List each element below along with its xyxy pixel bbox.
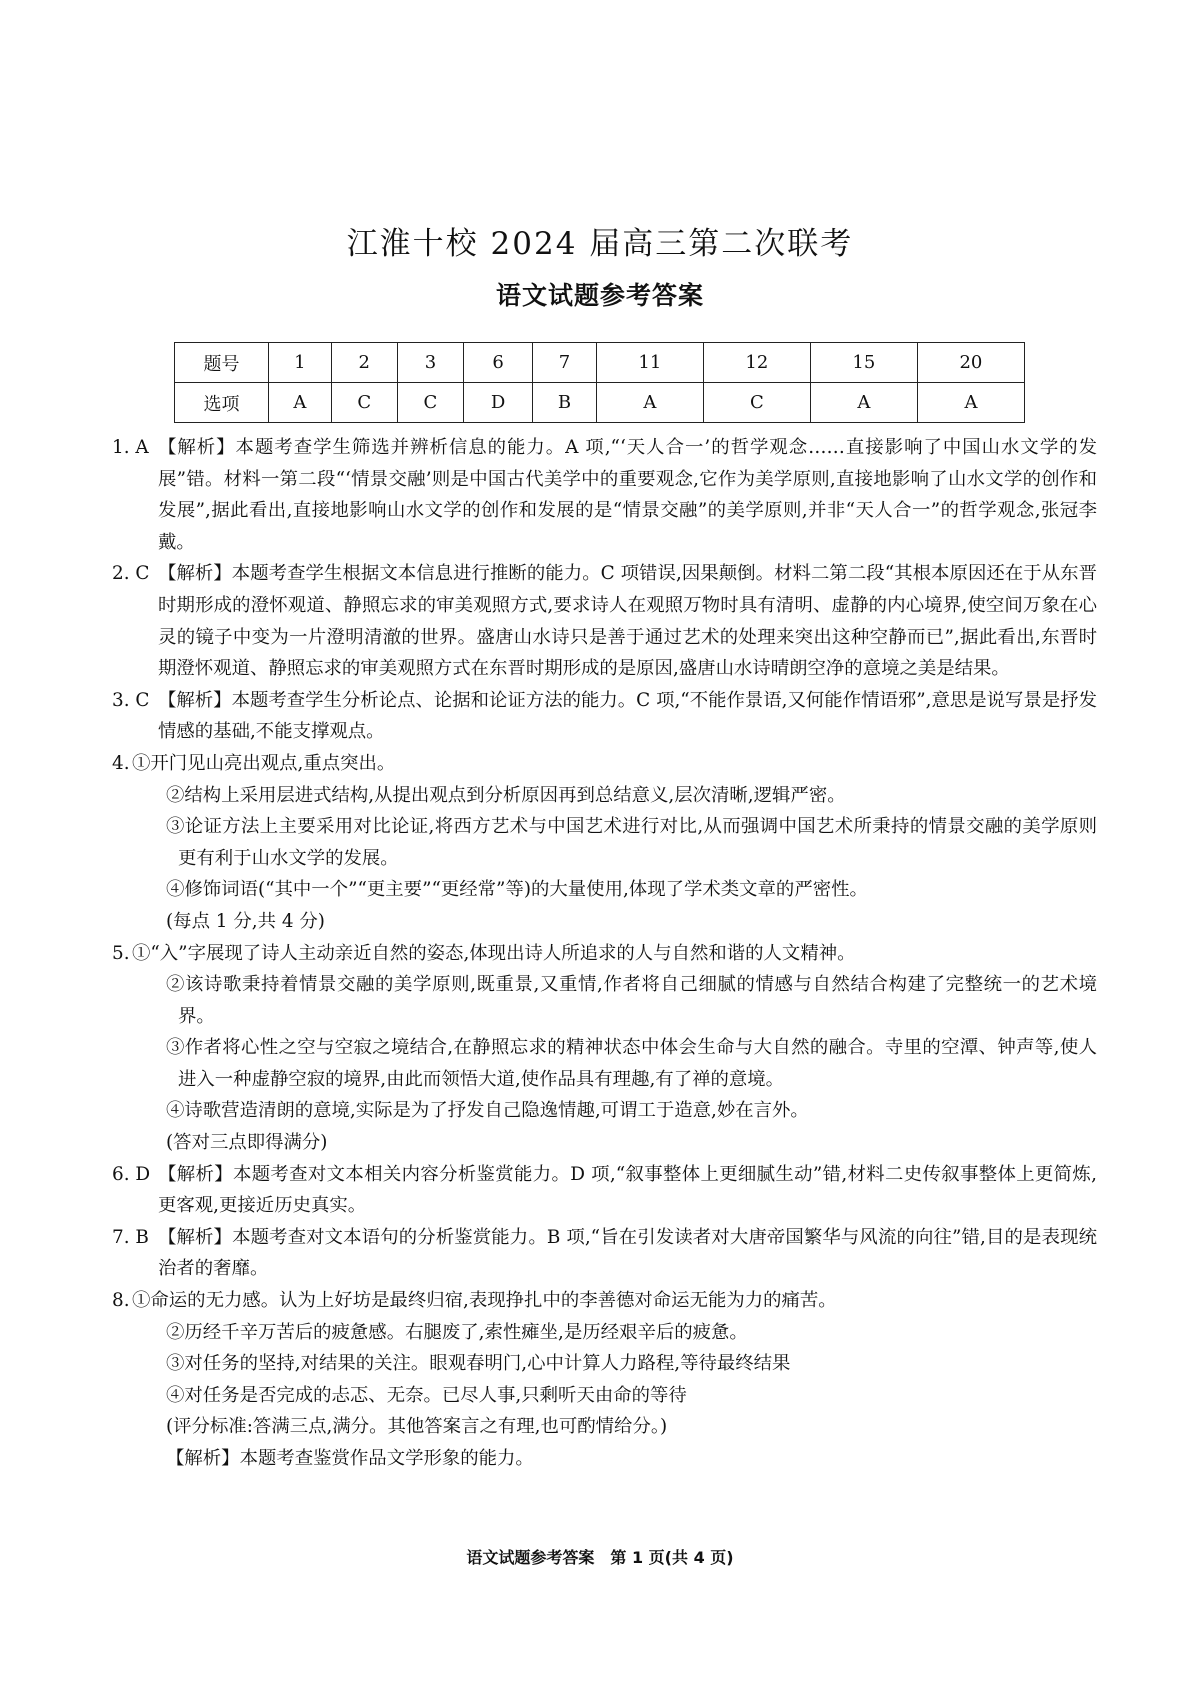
item-number: 5. — [112, 942, 130, 964]
answer-option: D — [464, 383, 533, 423]
row-label-option: 选项 — [175, 383, 269, 423]
answer-option: B — [533, 383, 597, 423]
question-number: 20 — [917, 343, 1024, 383]
item-text: 【解析】本题考查学生分析论点、论据和论证方法的能力。C 项,“不能作景语,又何能作情语邪”,意思是说写景是抒发情感的基础,不能支撑观点。 — [158, 689, 1098, 743]
answer-option: C — [397, 383, 463, 423]
item-point: ①命运的无力感。认为上好坊是最终归宿,表现挣扎中的李善德对命运无能为力的痛苦。 — [132, 1290, 837, 1312]
item-number: 1. A — [112, 437, 149, 458]
answer-item-3 — [112, 685, 1097, 748]
answer-option: A — [810, 383, 917, 423]
answer-item-1 — [112, 432, 1097, 558]
item-note: (答对三点即得满分) — [166, 1132, 328, 1154]
question-number: 2 — [331, 343, 397, 383]
item-note: (每点 1 分,共 4 分) — [166, 910, 325, 932]
question-number: 12 — [703, 343, 810, 383]
item-point: ②历经千辛万苦后的疲惫感。右腿废了,索性瘫坐,是历经艰辛后的疲惫。 — [166, 1321, 748, 1343]
answer-item-7 — [112, 1222, 1097, 1285]
question-number: 15 — [810, 343, 917, 383]
page-footer: 语文试题参考答案 第 1 页(共 4 页) — [466, 1548, 734, 1567]
item-point: ①开门见山亮出观点,重点突出。 — [132, 752, 396, 774]
item-point: ③论证方法上主要采用对比论证,将西方艺术与中国艺术进行对比,从而强调中国艺术所秉持的情景交融的美学原则更有利于山水文学的发展。 — [166, 816, 1097, 869]
item-point: ②该诗歌秉持着情景交融的美学原则,既重景,又重情,作者将自己细腻的情感与自然结合构建了完整统一的艺术境界。 — [166, 974, 1097, 1027]
answer-item-2 — [112, 558, 1097, 684]
question-number: 3 — [397, 343, 463, 383]
question-number: 1 — [269, 343, 332, 383]
item-point: ④对任务是否完成的忐忑、无奈。已尽人事,只剩听天由命的等待 — [166, 1384, 687, 1406]
question-number: 7 — [533, 343, 597, 383]
item-point: ③对任务的坚持,对结果的关注。眼观春明门,心中计算人力路程,等待最终结果 — [166, 1353, 791, 1375]
item-text: 【解析】本题考查对文本相关内容分析鉴赏能力。D 项,“叙事整体上更细腻生动”错,材料二史传叙事整体上更简炼,更客观,更接近历史真实。 — [158, 1163, 1097, 1217]
item-number: 7. B — [112, 1226, 149, 1248]
item-analysis: 【解析】本题考查鉴赏作品文学形象的能力。 — [166, 1448, 534, 1469]
answer-option: C — [703, 383, 810, 423]
item-text: 【解析】本题考查学生筛选并辨析信息的能力。A 项,“‘天人合一’的哲学观念……直接影响了中国山水文学的发展”错。材料一第二段“‘情景交融’则是中国古代美学中的重要观念,它作为美学原则,直接地影响了山水文学的创作和发展”,据此看出,直接地影响山水文学的创作和发展的是“情景交融”的美学原则,并非“天人合一”的哲学观念,张冠李戴。 — [158, 437, 1097, 553]
answer-option: A — [917, 383, 1024, 423]
item-number: 8. — [112, 1290, 130, 1312]
item-point: ④诗歌营造清朗的意境,实际是为了抒发自己隐逸情趣,可谓工于造意,妙在言外。 — [166, 1100, 809, 1122]
answer-table-number-row — [175, 343, 1025, 383]
question-number: 6 — [464, 343, 533, 383]
item-number: 4. — [112, 752, 130, 774]
item-point: ④修饰词语(“其中一个”“更主要”“更经常”等)的大量使用,体现了学术类文章的严密性。 — [166, 879, 868, 901]
item-text: 【解析】本题考查对文本语句的分析鉴赏能力。B 项,“旨在引发读者对大唐帝国繁华与风流的向往”错,目的是表现统治者的奢靡。 — [158, 1226, 1097, 1280]
answer-table — [174, 342, 1025, 423]
item-point: ③作者将心性之空与空寂之境结合,在静照忘求的精神状态中体会生命与大自然的融合。寺里的空潭、钟声等,使人进入一种虚静空寂的境界,由此而领悟大道,使作品具有理趣,有了禅的意境。 — [166, 1037, 1097, 1090]
page-subtitle: 语文试题参考答案 — [495, 281, 704, 310]
answer-table-option-row — [175, 383, 1025, 423]
answer-option: A — [596, 383, 703, 423]
answer-item-5 — [112, 938, 1097, 1159]
answer-body — [112, 432, 1097, 1475]
answer-item-6 — [112, 1159, 1097, 1222]
answer-item-4 — [112, 748, 1097, 938]
item-point: ①“入”字展现了诗人主动亲近自然的姿态,体现出诗人所追求的人与自然和谐的人文精神。 — [132, 942, 856, 964]
item-note: (评分标准:答满三点,满分。其他答案言之有理,也可酌情给分。) — [166, 1416, 668, 1438]
answer-option: A — [269, 383, 332, 423]
page-title: 江淮十校 2024 届高三第二次联考 — [346, 226, 854, 262]
item-number: 2. C — [112, 563, 150, 585]
item-number: 6. D — [112, 1163, 151, 1185]
item-text: 【解析】本题考查学生根据文本信息进行推断的能力。C 项错误,因果颠倒。材料二第二段“其根本原因还在于从东晋时期形成的澄怀观道、静照忘求的审美观照方式,要求诗人在观照万物时具有清明、虚静的内心境界,使空间万象在心灵的镜子中变为一片澄明清澈的世界。盛唐山水诗只是善于通过艺术的处理来突出这种空静而已”,据此看出,东晋时期澄怀观道、静照忘求的审美观照方式在东晋时期形成的是原因,盛唐山水诗晴朗空净的意境之美是结果。 — [158, 563, 1097, 680]
item-point: ②结构上采用层进式结构,从提出观点到分析原因再到总结意义,层次清晰,逻辑严密。 — [166, 784, 846, 806]
item-number: 3. C — [112, 689, 150, 711]
answer-item-8 — [112, 1285, 1097, 1475]
answer-option: C — [331, 383, 397, 423]
question-number: 11 — [596, 343, 703, 383]
row-label-number: 题号 — [175, 343, 269, 383]
